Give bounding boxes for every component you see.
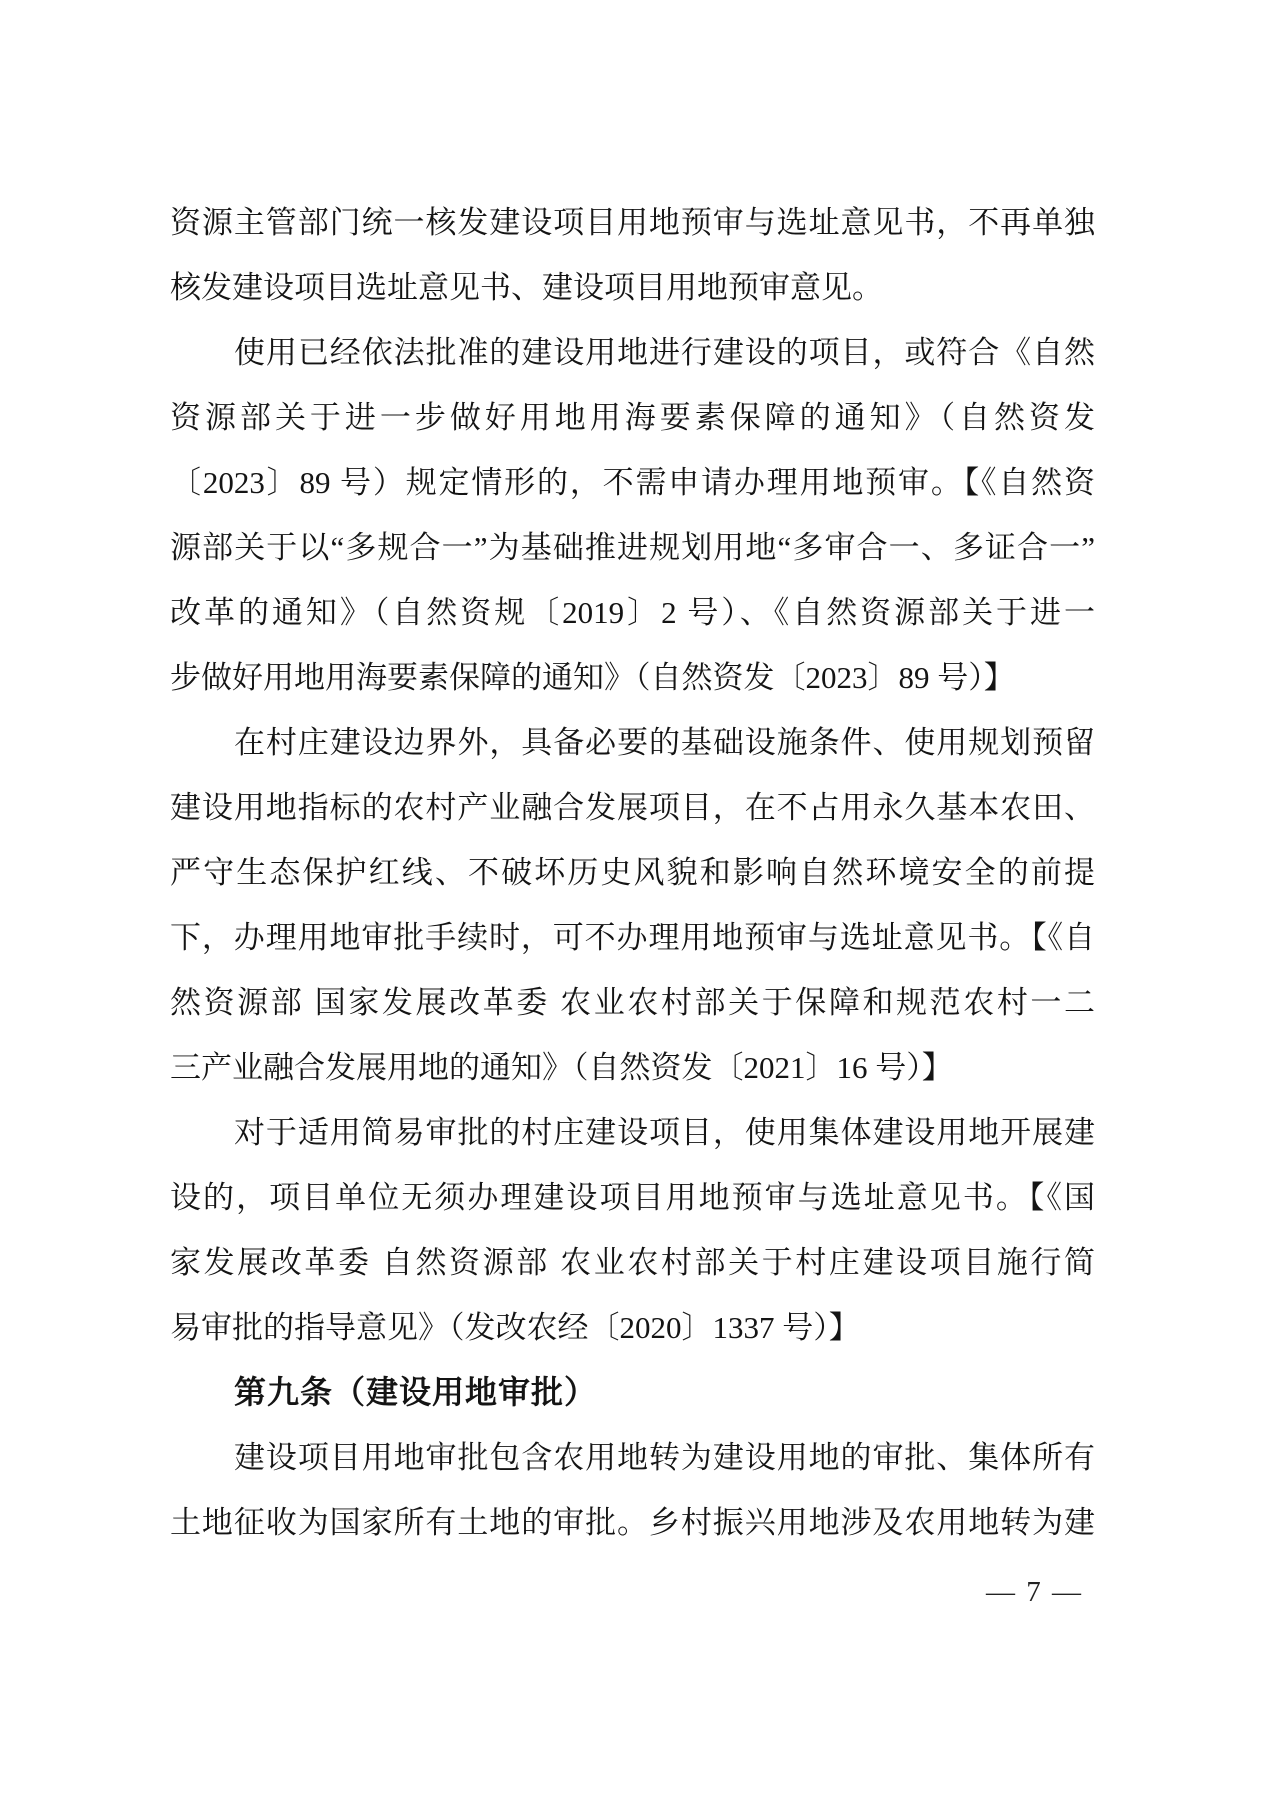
- body-line: 源部关于以“多规合一”为基础推进规划用地“多审合一、多证合一”: [170, 530, 1095, 565]
- body-line: 设的，项目单位无须办理建设项目用地预审与选址意见书。【《国: [170, 1180, 1095, 1215]
- body-line: 资源主管部门统一核发建设项目用地预审与选址意见书，不再单独: [170, 205, 1095, 240]
- body-line: 下，办理用地审批手续时，可不办理用地预审与选址意见书。【《自: [170, 920, 1095, 955]
- document-body: [170, 190, 1095, 1555]
- body-line: 易审批的指导意见》（发改农经〔2020〕1337 号）】: [170, 1310, 860, 1345]
- body-line: 步做好用地用海要素保障的通知》（自然资发〔2023〕89 号）】: [170, 660, 1015, 695]
- body-line: 使用已经依法批准的建设用地进行建设的项目，或符合《自然: [234, 335, 1095, 370]
- body-line: 然资源部 国家发展改革委 农业农村部关于保障和规范农村一二: [170, 985, 1095, 1020]
- body-line: 严守生态保护红线、不破坏历史风貌和影响自然环境安全的前提: [170, 855, 1095, 890]
- body-line: 核发建设项目选址意见书、建设项目用地预审意见。: [170, 270, 883, 305]
- section-heading: 第九条（建设用地审批）: [234, 1374, 598, 1410]
- body-line: 土地征收为国家所有土地的审批。乡村振兴用地涉及农用地转为建: [170, 1505, 1095, 1540]
- body-line: 对于适用简易审批的村庄建设项目，使用集体建设用地开展建: [234, 1115, 1095, 1150]
- body-line: 改革的通知》（自然资规〔2019〕2 号）、《自然资源部关于进一: [170, 595, 1095, 630]
- body-line: 建设用地指标的农村产业融合发展项目，在不占用永久基本农田、: [170, 790, 1095, 825]
- body-line: 在村庄建设边界外，具备必要的基础设施条件、使用规划预留: [234, 725, 1095, 760]
- page-number: — 7 —: [986, 1576, 1083, 1608]
- body-line: 建设项目用地审批包含农用地转为建设用地的审批、集体所有: [234, 1440, 1095, 1475]
- body-line: 三产业融合发展用地的通知》（自然资发〔2021〕16 号）】: [170, 1050, 953, 1085]
- body-line: 资源部关于进一步做好用地用海要素保障的通知》（自然资发: [170, 400, 1095, 435]
- body-line: 家发展改革委 自然资源部 农业农村部关于村庄建设项目施行简: [170, 1245, 1095, 1280]
- body-line: 〔2023〕89 号）规定情形的，不需申请办理用地预审。【《自然资: [170, 465, 1095, 500]
